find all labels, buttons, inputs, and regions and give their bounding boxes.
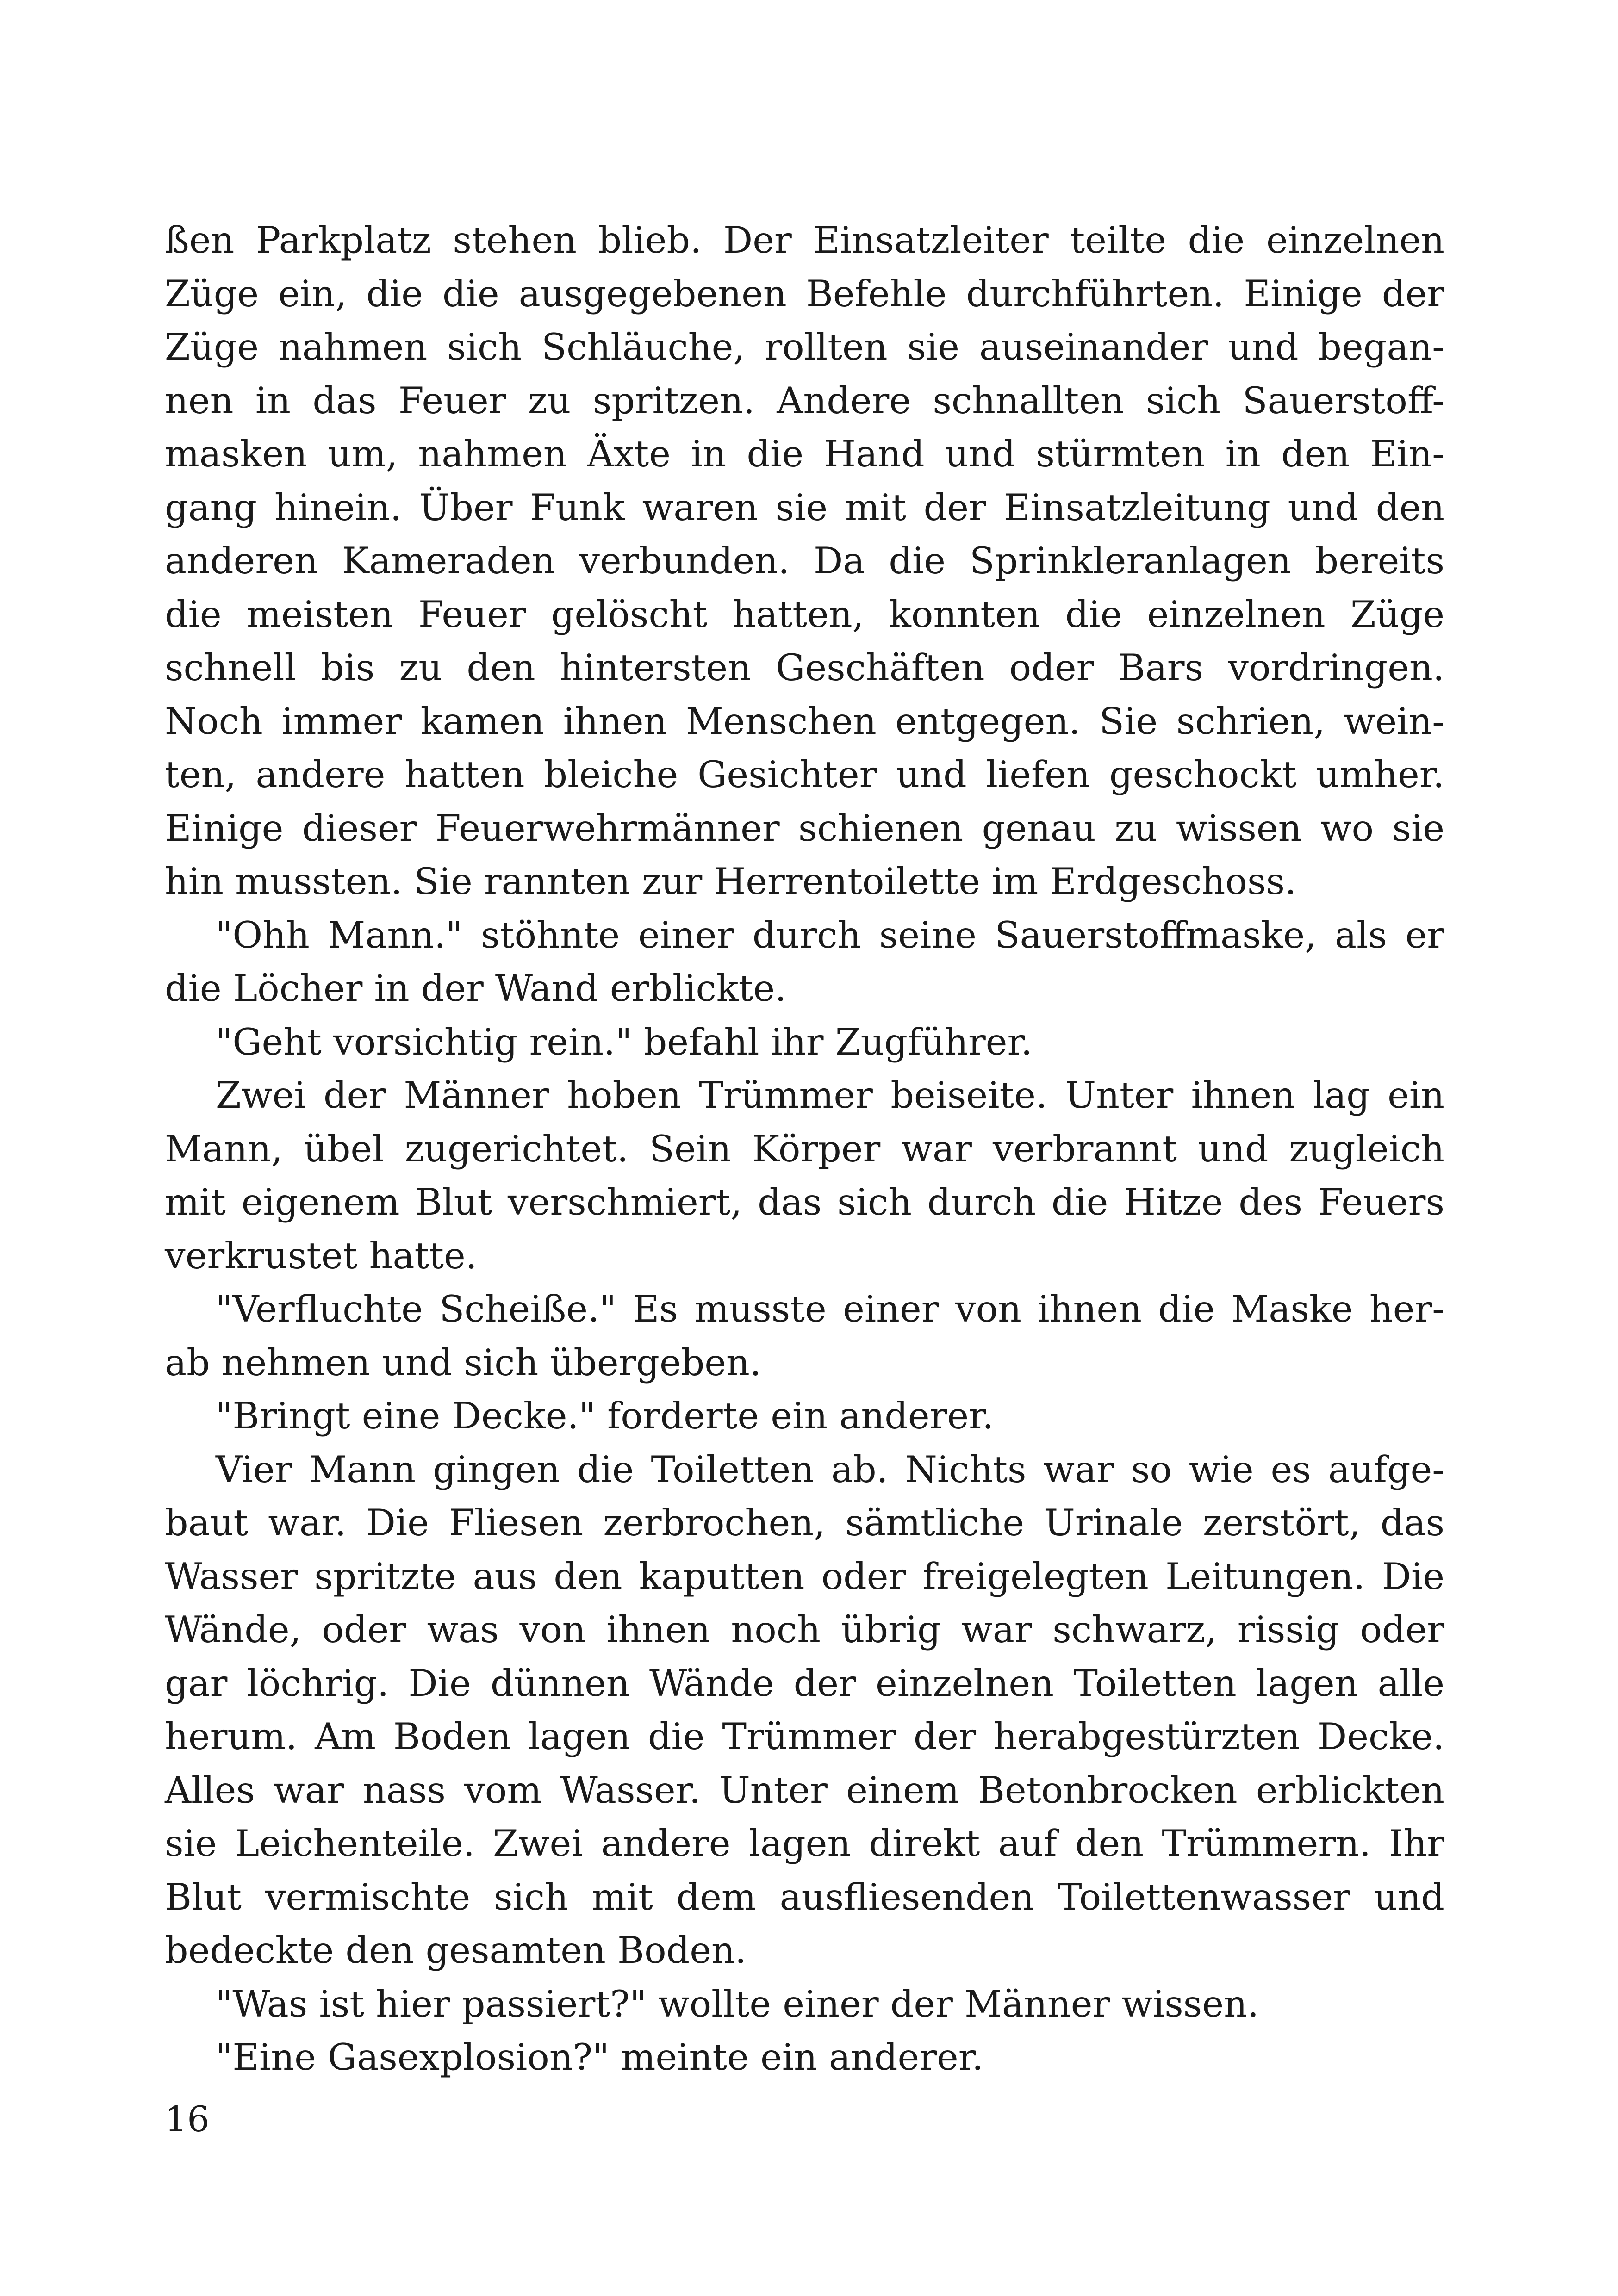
text-line: Blut vermischte sich mit dem ausfliesenden Toilettenwasser und — [165, 1875, 1444, 1918]
text-line: Wasser spritzte aus den kaputten oder freigelegten Leitungen. Die — [165, 1555, 1444, 1598]
text-line: die meisten Feuer gelöscht hatten, konnten die einzelnen Züge — [165, 593, 1444, 636]
text-line: nen in das Feuer zu spritzen. Andere schnallten sich Sauerstoff- — [165, 379, 1444, 422]
paragraph — [165, 1069, 1444, 1283]
text-line: ab nehmen und sich übergeben. — [165, 1341, 762, 1384]
text-line: schnell bis zu den hintersten Geschäften oder Bars vordringen. — [165, 646, 1444, 689]
text-line: Vier Mann gingen die Toiletten ab. Nichts war so wie es aufge- — [216, 1448, 1444, 1491]
text-line: "Was ist hier passiert?" wollte einer der Männer wissen. — [216, 1982, 1259, 2025]
paragraph — [165, 909, 1444, 1016]
text-line: Einige dieser Feuerwehrmänner schienen genau zu wissen wo sie — [165, 807, 1444, 850]
text-line: masken um, nahmen Äxte in die Hand und stürmten in den Ein- — [165, 433, 1444, 475]
text-line: Züge nahmen sich Schläuche, rollten sie auseinander und began- — [165, 326, 1444, 368]
text-line: hin mussten. Sie rannten zur Herrentoilette im Erdgeschoss. — [165, 860, 1297, 903]
text-line: mit eigenem Blut verschmiert, das sich durch die Hitze des Feuers — [165, 1181, 1444, 1223]
body-text — [165, 214, 1444, 2085]
text-line: verkrustet hatte. — [165, 1234, 477, 1277]
text-line: Noch immer kamen ihnen Menschen entgegen. Sie schrien, wein- — [165, 700, 1444, 743]
paragraph — [165, 214, 1444, 909]
text-line: ten, andere hatten bleiche Gesichter und liefen geschockt umher. — [165, 753, 1444, 796]
text-line: "Verfluchte Scheiße." Es musste einer von ihnen die Maske her- — [216, 1288, 1444, 1330]
paragraph — [165, 1390, 1444, 1443]
text-line: Wände, oder was von ihnen noch übrig war schwarz, rissig oder — [165, 1608, 1444, 1651]
text-line: Zwei der Männer hoben Trümmer beiseite. Unter ihnen lag ein — [216, 1074, 1444, 1117]
text-line: die Löcher in der Wand erblickte. — [165, 967, 787, 1010]
paragraph — [165, 1443, 1444, 1978]
page-number: 16 — [165, 2098, 210, 2140]
paragraph — [165, 2031, 1444, 2085]
text-line: sie Leichenteile. Zwei andere lagen direkt auf den Trümmern. Ihr — [165, 1822, 1444, 1865]
text-line: anderen Kameraden verbunden. Da die Sprinkleranlagen bereits — [165, 540, 1444, 582]
text-line: "Ohh Mann." stöhnte einer durch seine Sauerstoffmaske, als er — [216, 913, 1444, 956]
text-line: Züge ein, die die ausgegebenen Befehle durchführten. Einige der — [165, 272, 1444, 315]
text-line: gar löchrig. Die dünnen Wände der einzelnen Toiletten lagen alle — [165, 1662, 1444, 1705]
text-line: ßen Parkplatz stehen blieb. Der Einsatzleiter teilte die einzelnen — [165, 219, 1444, 261]
text-line: "Geht vorsichtig rein." befahl ihr Zugführer. — [216, 1020, 1033, 1063]
text-line: "Bringt eine Decke." forderte ein anderer. — [216, 1395, 994, 1437]
text-line: bedeckte den gesamten Boden. — [165, 1929, 747, 1972]
paragraph — [165, 1978, 1444, 2031]
paragraph — [165, 1283, 1444, 1390]
text-line: herum. Am Boden lagen die Trümmer der herabgestürzten Decke. — [165, 1715, 1444, 1758]
text-line: Alles war nass vom Wasser. Unter einem Betonbrocken erblickten — [165, 1769, 1444, 1812]
text-line: baut war. Die Fliesen zerbrochen, sämtliche Urinale zerstört, das — [165, 1502, 1444, 1544]
text-line: gang hinein. Über Funk waren sie mit der Einsatzleitung und den — [165, 486, 1444, 529]
text-line: Mann, übel zugerichtet. Sein Körper war verbrannt und zugleich — [165, 1127, 1444, 1170]
paragraph — [165, 1016, 1444, 1069]
text-line: "Eine Gasexplosion?" meinte ein anderer. — [216, 2036, 983, 2079]
